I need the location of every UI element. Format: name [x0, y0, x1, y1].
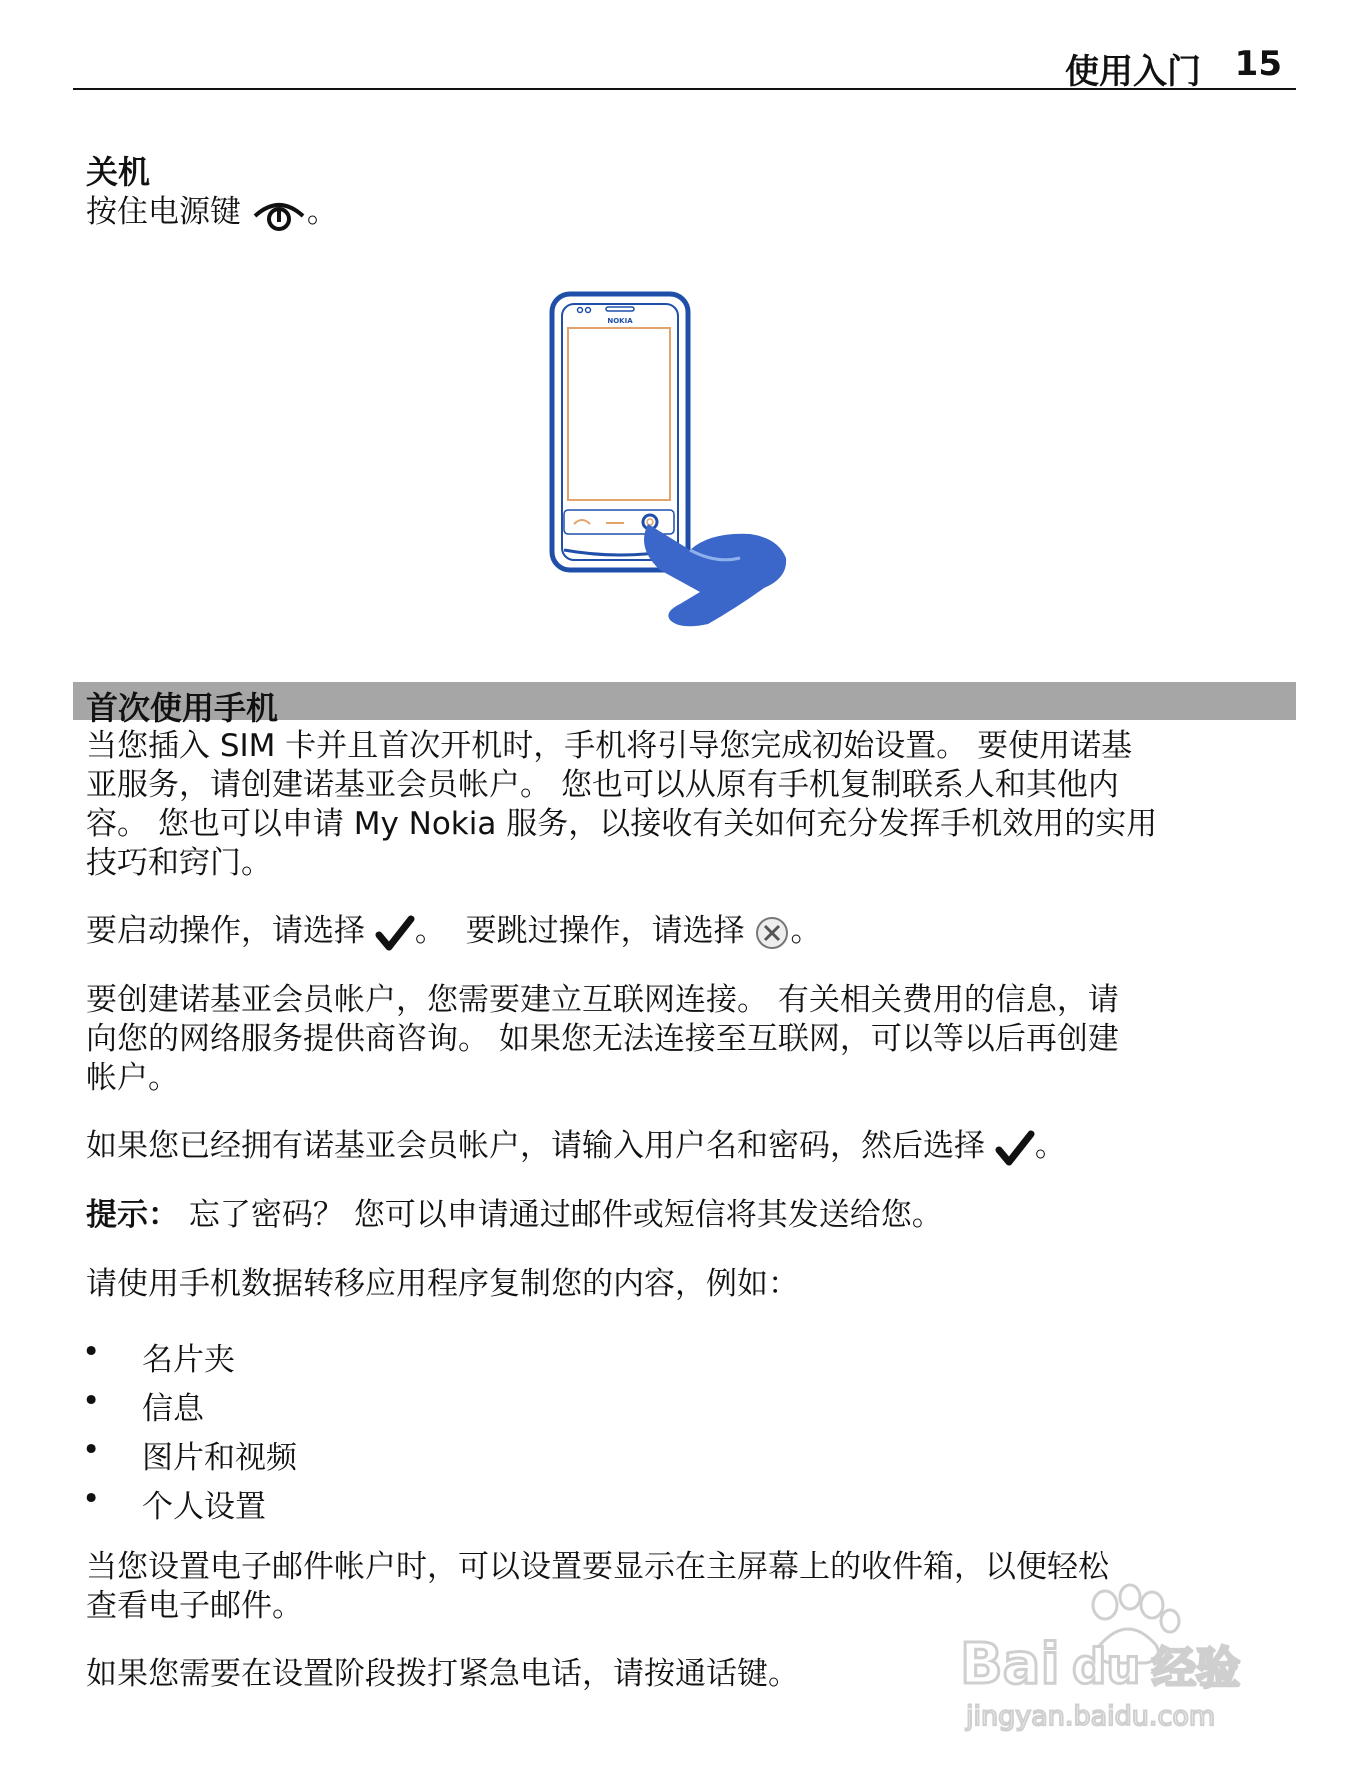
- power-key-icon: [251, 196, 307, 232]
- shutdown-heading: 关机: [86, 153, 151, 191]
- section-title: 使用入门: [1065, 52, 1201, 92]
- bullet-mark: •: [82, 1383, 101, 1419]
- para4-after: 。: [1034, 1128, 1066, 1164]
- tip-text: 忘了密码？ 您可以申请通过邮件或短信将其发送给您。: [188, 1197, 943, 1233]
- first-use-paragraph-3: [86, 981, 1284, 1098]
- tip-paragraph: [86, 1196, 1284, 1235]
- first-use-heading: 首次使用手机: [86, 689, 279, 727]
- list-item: 个人设置: [142, 1489, 266, 1525]
- first-use-paragraph-5: 请使用手机数据转移应用程序复制您的内容，例如：: [86, 1266, 799, 1302]
- baidu-watermark: [960, 1575, 1280, 1735]
- para4-text: 如果您已经拥有诺基亚会员帐户，请输入用户名和密码，然后选择: [86, 1128, 985, 1164]
- shutdown-text: [86, 193, 1284, 232]
- para1-line: 容。 您也可以申请 My Nokia 服务，以接收有关如何充分发挥手机效用的实用: [86, 806, 1158, 842]
- page-number: 15: [1234, 44, 1282, 84]
- para6-line: 查看电子邮件。: [86, 1588, 303, 1624]
- para3-line: 帐户。: [86, 1060, 179, 1096]
- start-after: 。: [414, 913, 446, 949]
- list-item: 名片夹: [142, 1342, 235, 1378]
- para1-line: 当您插入 SIM 卡并且首次开机时，手机将引导您完成初始设置。 要使用诺基: [86, 728, 1133, 764]
- para1-line: 技巧和窍门。: [86, 845, 272, 881]
- skip-text: 要跳过操作，请选择: [465, 913, 745, 949]
- watermark-url: jingyan.baidu.com: [966, 1701, 1216, 1732]
- paw-icon: [960, 1575, 1280, 1735]
- checkmark-icon: [375, 915, 415, 951]
- bullet-mark: •: [82, 1481, 101, 1517]
- skip-after: 。: [790, 913, 822, 949]
- shutdown-text-after: 。: [306, 194, 338, 230]
- para1-line: 亚服务，请创建诺基亚会员帐户。 您也可以从原有手机复制联系人和其他内: [86, 767, 1119, 803]
- watermark-brand: Bai: [960, 1632, 1060, 1697]
- bullet-mark: •: [82, 1334, 101, 1370]
- running-header: [73, 36, 1296, 90]
- para3-line: 要创建诺基亚会员帐户，您需要建立互联网连接。 有关相关费用的信息，请: [86, 982, 1119, 1018]
- para3-line: 向您的网络服务提供商咨询。 如果您无法连接至互联网，可以等以后再创建: [86, 1021, 1119, 1057]
- watermark-cn: 经验: [1152, 1643, 1240, 1694]
- phone-brand-label: NOKIA: [607, 317, 633, 325]
- shutdown-text-before: 按住电源键: [86, 194, 241, 230]
- first-use-paragraph-7: 如果您需要在设置阶段拨打紧急电话，请按通话键。: [86, 1656, 799, 1692]
- start-text: 要启动操作，请选择: [86, 913, 365, 949]
- cross-circle-icon: [754, 915, 790, 951]
- section-heading-bar: [73, 682, 1296, 727]
- checkmark-icon: [995, 1130, 1035, 1166]
- list-item: 信息: [142, 1391, 204, 1427]
- watermark-brand-2: du: [1072, 1639, 1141, 1695]
- bullet-mark: •: [82, 1432, 101, 1468]
- phone-illustration: [540, 288, 820, 638]
- tip-label: 提示：: [86, 1197, 179, 1233]
- start-skip-paragraph: [86, 912, 1284, 951]
- first-use-paragraph-4: [86, 1127, 1284, 1166]
- list-item: 图片和视频: [142, 1440, 297, 1476]
- para6-line: 当您设置电子邮件帐户时，可以设置要显示在主屏幕上的收件箱，以便轻松: [86, 1549, 1109, 1585]
- first-use-paragraph-1: [86, 727, 1284, 883]
